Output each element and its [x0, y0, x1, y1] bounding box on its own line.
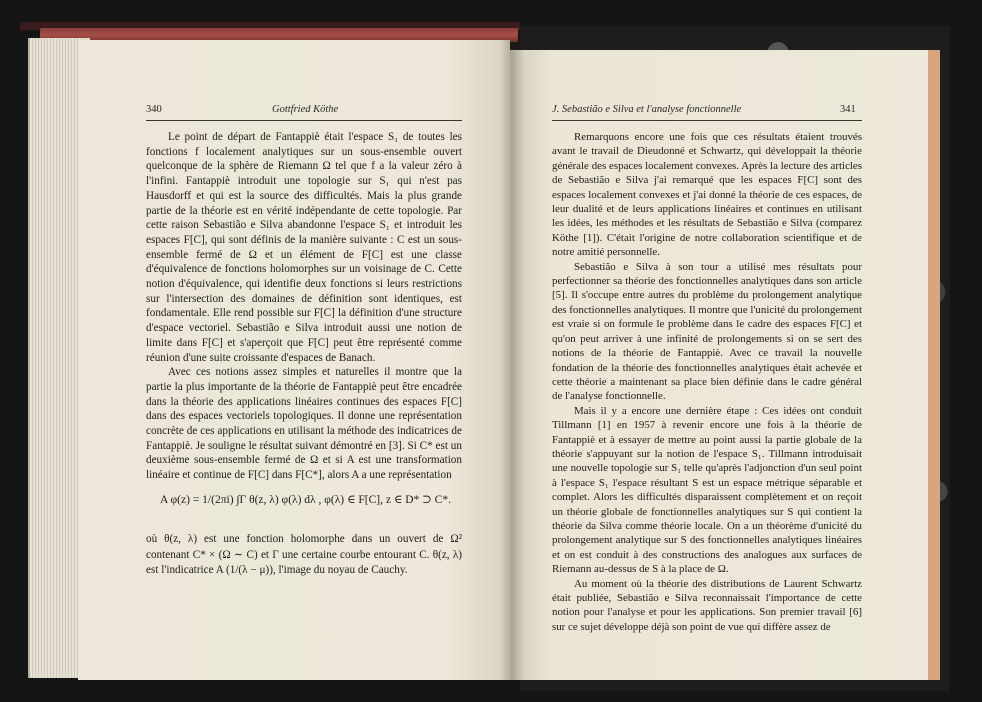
right-paragraph-1: Remarquons encore une fois que ces résultats étaient trouvés avant le travail de Dieudonné et Schwartz, qui développait la théorie générale des espaces localement convexes. Après la lecture des articles de Sebastião e Silva j'ai remarqué que les espaces F[C] sont des espaces localement convexes et j'ai donné la théorie de ces espaces, de leur dualité et de leurs applications linéaires et continues en utilisant les idées, les méthodes et les résultats de Sebastião e Silva (comparez Köthe [1]). C'était l'origine de notre collaboration scientifique et de notre amitié personnelle. [552, 131, 862, 259]
book-gutter [500, 40, 524, 680]
right-running-head: J. Sebastião e Silva et l'analyse fonctionnelle [552, 104, 742, 115]
left-header-rule [146, 120, 462, 121]
left-body-text [146, 130, 462, 483]
right-paragraph-4: Au moment où la théorie des distributions de Laurent Schwartz était publiée, Sebastião e Silva reconnaissait l'importance de cette notion pour l'analyse et pour les applications. Son premier travail [6] sur ce sujet développe déjà son point de vue qui diffère assez de [552, 577, 862, 633]
left-running-head: Gottfried Köthe [272, 104, 339, 115]
left-after-formula-text [146, 532, 462, 579]
left-paragraph-2: Avec ces notions assez simples et naturelles il montre que la partie la plus importante de la théorie de Fantappiè peut être encadrée dans la théorie des applications linéaires continues des espaces F[C] dans des espaces vectoriels topologiques. Il donne une représentation concrète de ces applications en utilisant la méthode des indicatrices de Fantappiè. Je souligne le résultat suivant démontré en [3]. Si C* est un deuxième sous-ensemble fermé de Ω et si A est une transformation linéaire et continue de F[C] dans F[C*], alors A a une représentation [146, 366, 462, 482]
right-paragraph-2: Sebastião e Silva à son tour a utilisé mes résultats pour perfectionner sa théorie des fonctionnelles analytiques dans son article [5]. Il s'occupe entre autres du problème du prolongement analytique des fonctionnelles analytiques. Il montre que l'unicité du prolongement est vraie si on formule le problème dans le cadre des espaces F[C] et qu'on peut arriver à une infinité de prolongements si on se sert des notions de la théorie de Fantappiè. Avec ce travail la nouvelle fondation de la théorie des fonctionnelles analytiques était achevée et cette théorie a maintenant sa place bien définie dans le cadre général de l'analyse fonctionnelle. [552, 260, 862, 403]
right-header-rule [552, 120, 862, 121]
page-block-right-edge [928, 50, 940, 680]
right-body-text [552, 130, 862, 634]
left-paragraph-1: Le point de départ de Fantappiè était l'espace S₁ de toutes les fonctions f localement analytiques sur un sous-ensemble ouvert quelconque de la sphère de Riemann Ω tel que f a la valeur zéro à l'infini. Fantappiè introduit une topologie sur S₁ qui n'est pas Hausdorff et qui est la source des difficultés. Mais la plus grande partie de la théorie est en vérité indépendante de cette topologie. Par cette raison Sebastião e Silva abandonne l'espace S₁ et introduit les espaces F[C], qui sont définis de la manière suivante : C est un sous-ensemble fermé de Ω et un élément de F[C] est une classe d'équivalence de fonctions holomorphes sur un voisinage de C. Cette notion d'équivalence, qui identifie deux fonctions si leurs restrictions sur l'intersection des domaines de définition sont identiques, est fondamentale. Elle rend possible sur F[C] la définition d'une structure d'espace vectoriel. Sebastião e Silva introduit aussi une notion de limite dans F[C] et s'aperçoit que F[C] peut être représenté comme réunion d'une suite croissante d'espaces de Banach. [146, 131, 462, 364]
right-paragraph-3: Mais il y a encore une dernière étape : Ces idées ont conduit Tillmann [1] en 1957 à revenir encore une fois à la théorie de Fantappiè et à essayer de mettre au point aussi la partie globale de la théorie s'appuyant sur la notion de l'espace S₁. Tillmann introduisait une nouvelle topologie sur S₁ telle qu'après l'adjonction d'un seul point à l'espace S₁ l'espace résultant S est un espace métrique séparable et complet. Alors les difficultés disparaissent complètement et on reçoit un théorie globale de fonctionnelles analytiques sur S qui contient la théorie da Silva comme théorie locale. On a un théorème d'unicité du prolongement analytique sur S des fonctionnelles analytiques linéaires et on est conduit à des constructions des analogues aux surfaces de Riemann au-dessus de S à la place de Ω. [552, 404, 862, 576]
left-paragraph-3: où θ(z, λ) est une fonction holomorphe dans un ouvert de Ω² contenant C* × (Ω ∼ C) et Γ une certaine courbe entourant C. θ(z, λ) est l'indicatrice A (1/(λ − μ)), l'image du noyau de Cauchy. [146, 533, 462, 576]
left-page-number: 340 [146, 104, 162, 115]
representation-formula: A φ(z) = 1/(2πi) ∫Γ θ(z, λ) φ(λ) dλ , φ(λ) ∈ F[C], z ∈ D* ⊃ C*. [160, 494, 451, 506]
right-page-number: 341 [840, 104, 856, 115]
